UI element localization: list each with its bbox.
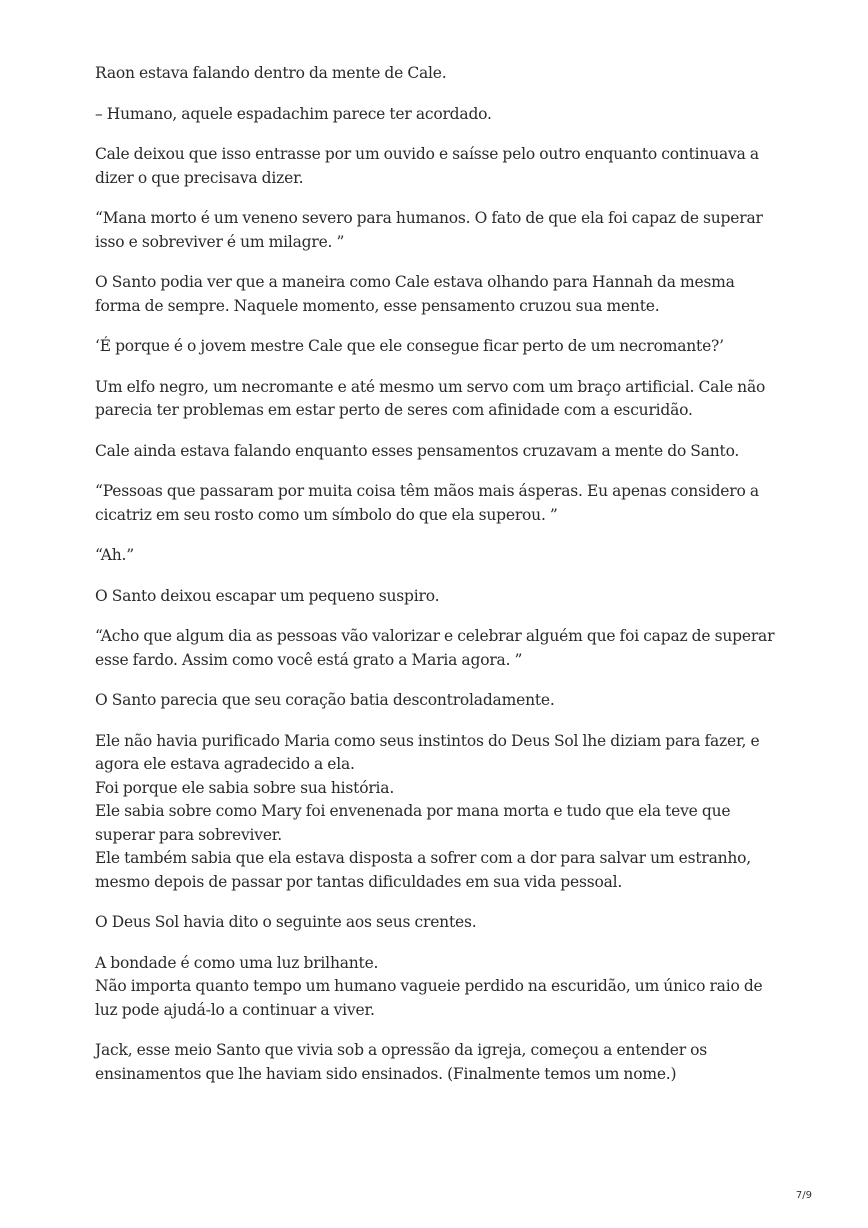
paragraph <box>95 376 785 423</box>
text-line: Raon estava falando dentro da mente de Cale. <box>95 64 447 82</box>
paragraph <box>95 143 785 190</box>
text-line: Ele não havia purificado Maria como seus instintos do Deus Sol lhe diziam para fazer, e <box>95 731 760 750</box>
paragraph <box>95 440 785 464</box>
text-line: Jack, esse meio Santo que vivia sob a opressão da igreja, começou a entender os <box>95 1041 708 1059</box>
text-line: O Santo podia ver que a maneira como Cale estava olhando para Hannah da mesma <box>95 273 735 291</box>
text-line: “Ah.” <box>95 546 134 564</box>
text-line: Ele sabia sobre como Mary foi envenenada por mana morta e tudo que ela teve que <box>95 802 731 820</box>
paragraph <box>95 103 785 127</box>
paragraph <box>95 207 785 254</box>
paragraph <box>95 689 785 713</box>
text-line: O Santo deixou escapar um pequeno suspiro. <box>95 586 440 605</box>
text-line: O Santo parecia que seu coração batia descontroladamente. <box>95 691 555 709</box>
text-line: “Acho que algum dia as pessoas vão valorizar e celebrar alguém que foi capaz de superar <box>95 627 775 645</box>
text-line: “Mana morto é um veneno severo para humanos. O fato de que ela foi capaz de superar <box>95 209 763 227</box>
text-line: “Pessoas que passaram por muita coisa têm mãos mais ásperas. Eu apenas considero a <box>95 482 759 500</box>
text-line: parecia ter problemas em estar perto de seres com afinidade com a escuridão. <box>95 401 693 419</box>
document-body <box>95 62 785 1103</box>
text-line: isso e sobreviver é um milagre. ” <box>95 232 345 251</box>
text-line: Cale deixou que isso entrasse por um ouvido e saísse pelo outro enquanto continuava a <box>95 145 759 163</box>
text-line: O Deus Sol havia dito o seguinte aos seus crentes. <box>95 913 477 931</box>
page-number: 7/9 <box>795 1190 812 1201</box>
paragraph <box>95 585 785 609</box>
text-line: A bondade é como uma luz brilhante. <box>95 953 379 972</box>
text-line: Um elfo negro, um necromante e até mesmo um servo com um braço artificial. Cale não <box>95 377 766 396</box>
paragraph <box>95 62 785 86</box>
text-line: luz pode ajudá-lo a continuar a viver. <box>95 1000 375 1019</box>
text-line: Cale ainda estava falando enquanto esses pensamentos cruzavam a mente do Santo. <box>95 441 740 460</box>
text-line: Foi porque ele sabia sobre sua história. <box>95 778 395 797</box>
text-line: superar para sobreviver. <box>95 825 283 844</box>
text-line: agora ele estava agradecido a ela. <box>95 755 355 773</box>
text-line: – Humano, aquele espadachim parece ter acordado. <box>95 104 492 123</box>
paragraph <box>95 730 785 895</box>
text-line: Não importa quanto tempo um humano vagueie perdido na escuridão, um único raio de <box>95 977 763 995</box>
paragraph <box>95 911 785 935</box>
text-line: mesmo depois de passar por tantas dificuldades em sua vida pessoal. <box>95 872 623 891</box>
paragraph <box>95 480 785 527</box>
text-line: Ele também sabia que ela estava disposta a sofrer com a dor para salvar um estranho, <box>95 849 752 867</box>
paragraph <box>95 271 785 318</box>
text-line: ensinamentos que lhe haviam sido ensinados. (Finalmente temos um nome.) <box>95 1064 677 1083</box>
text-line: esse fardo. Assim como você está grato a Maria agora. ” <box>95 650 523 669</box>
paragraph <box>95 1039 785 1086</box>
text-line: ‘É porque é o jovem mestre Cale que ele consegue ficar perto de um necromante?’ <box>95 337 724 355</box>
paragraph <box>95 544 785 568</box>
paragraph <box>95 335 785 359</box>
paragraph <box>95 952 785 1023</box>
text-line: cicatriz em seu rosto como um símbolo do que ela superou. ” <box>95 505 558 524</box>
text-line: dizer o que precisava dizer. <box>95 168 304 187</box>
text-line: forma de sempre. Naquele momento, esse pensamento cruzou sua mente. <box>95 296 660 315</box>
paragraph <box>95 625 785 672</box>
